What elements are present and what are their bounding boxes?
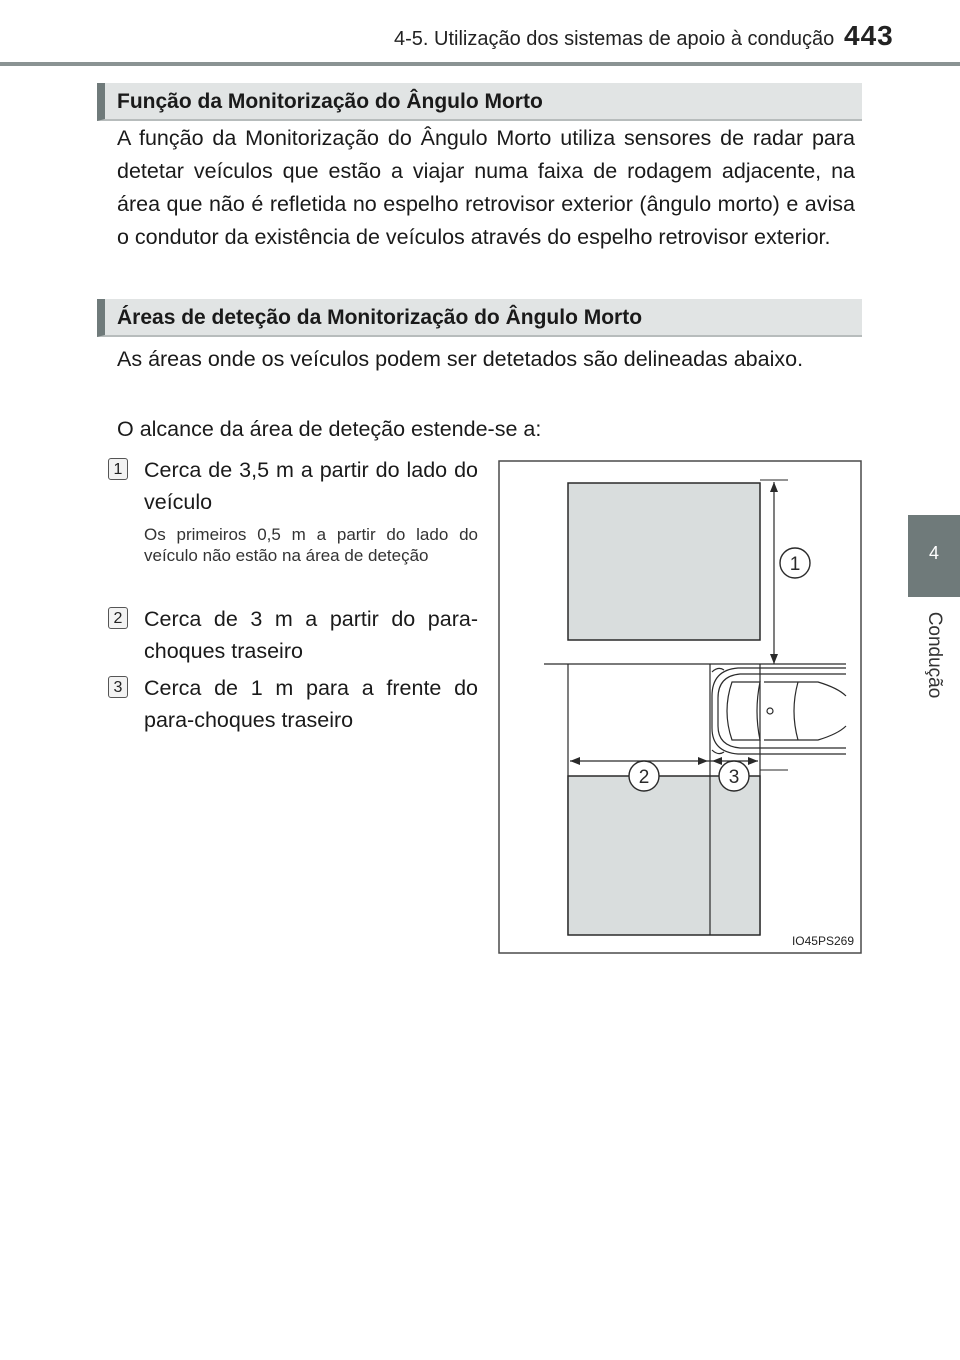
list-number-2: 2 [108,607,128,629]
chapter-tab[interactable] [908,515,960,597]
detection-area-diagram [498,460,862,954]
header-rule [0,62,960,66]
section-heading-detection-areas-text: Áreas de deteção da Monitorização do Ângulo Morto [117,306,643,329]
figure-code: IO45PS269 [791,934,854,948]
chapter-label [908,600,960,710]
function-description: A função da Monitorização do Ângulo Morto utiliza sensores de radar para detetar veículos que estão a viajar numa faixa de rodagem adjacente, na área que não é refletida no espelho retrovisor exterior (ângulo morto) e avisa o condutor da existência de veículos através do espelho retrovisor exterior. [117,126,855,249]
callout-1-label: 1 [789,554,801,575]
section-heading-function [97,83,862,121]
list-item-2-text: Cerca de 3 m a partir do para-choques traseiro [144,607,478,663]
running-header: 4-5. Utilização dos sistemas de apoio à condução [394,28,835,50]
detection-range-intro: O alcance da área de deteção estende-se a: [117,417,542,441]
rear-detection-zone [568,776,760,935]
chapter-tab-number: 4 [928,543,939,563]
list-number-1: 1 [108,458,128,480]
list-item-1-text: Cerca de 3,5 m a partir do lado do veículo [144,458,478,514]
callout-2-label: 2 [638,767,650,788]
list-item-3-text: Cerca de 1 m para a frente do para-choques traseiro [144,676,478,732]
page-number: 443 [844,20,894,51]
callout-3-label: 3 [728,767,740,788]
list-number-3: 3 [108,676,128,698]
detection-area-svg [498,460,862,954]
section-heading-detection-areas [97,299,862,337]
chapter-label-text: Condução [924,611,945,699]
list-item-1-note: Os primeiros 0,5 m a partir do lado do veículo não estão na área de deteção [144,525,478,565]
section-heading-function-text: Função da Monitorização do Ângulo Morto [117,90,543,113]
side-detection-zone [568,483,760,640]
detection-areas-description: As áreas onde os veículos podem ser detetados são delineadas abaixo. [117,347,804,371]
